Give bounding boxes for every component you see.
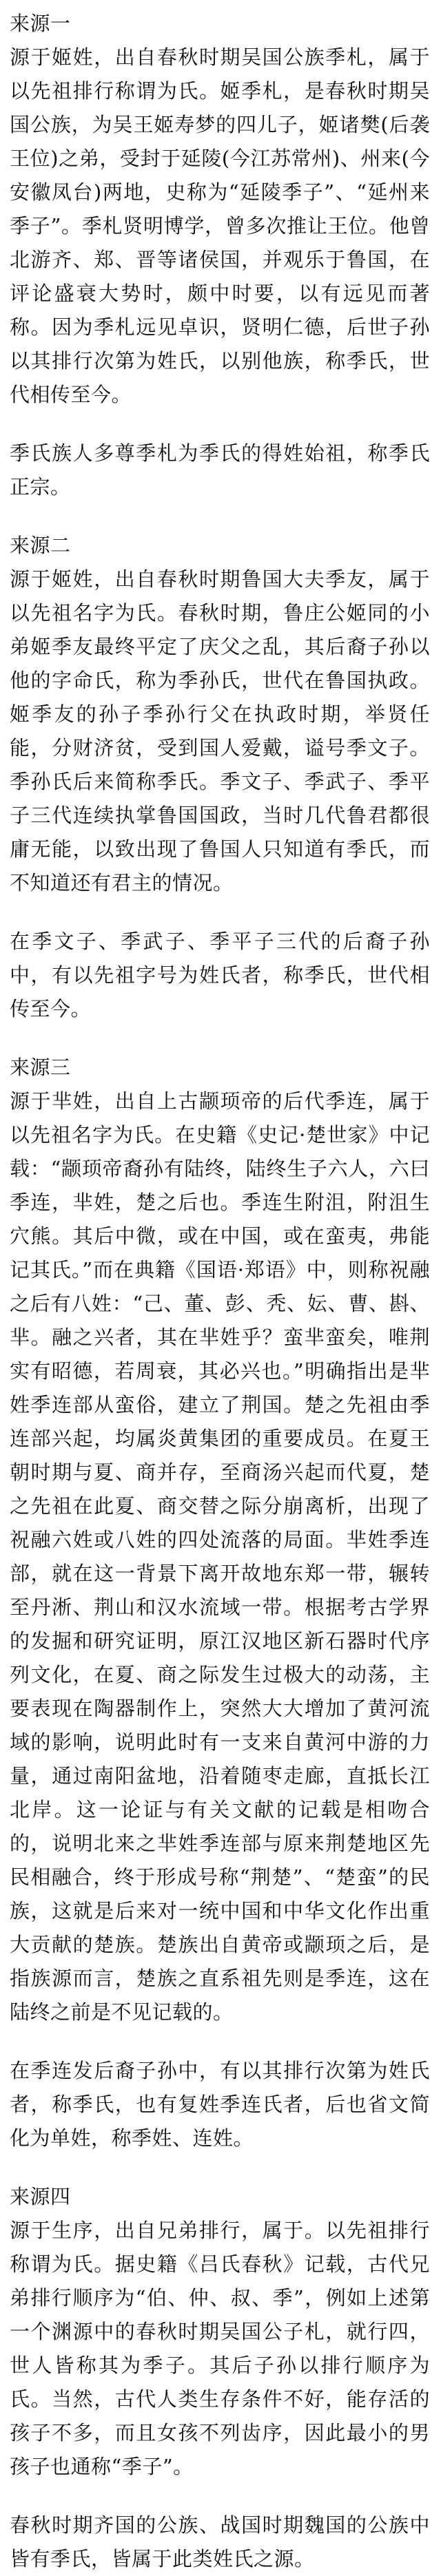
section-title: 来源二 <box>10 534 71 557</box>
section-title: 来源四 <box>10 2185 71 2208</box>
section-title: 来源三 <box>10 1056 71 1079</box>
origin-section-2 <box>10 529 430 1026</box>
section-paragraph: 季氏族人多尊季札为季氏的得姓始祖，称季氏正宗。 <box>10 441 430 499</box>
section-title: 来源一 <box>10 12 71 35</box>
section-paragraph: 在季文子、季武子、季平子三代的后裔子孙中，有以先祖字号为姓氏者，称季氏，世代相传至今。 <box>10 930 430 1020</box>
origin-section-1 <box>10 7 430 504</box>
section-paragraph: 源于生序，出自兄弟排行，属于。以先祖排行称谓为氏。据史籍《吕氏春秋》记载，古代兄弟排行顺序为“伯、仲、叔、季”，例如上述第一个渊源中的春秋时期吴国公子札，就行四，世人皆称其为季子。其后子孙以排行顺序为氏。当然，古代人类生存条件不好，能存活的孩子不多，而且女孩不列齿序，因此最小的男孩子也通称“季子”。 <box>10 2219 430 2478</box>
section-paragraph: 源于芈姓，出自上古颛顼帝的后代季连，属于以先祖名字为氏。在史籍《史记·楚世家》中记载：“颛顼帝裔孙有陆终，陆终生子六人，六曰季连，芈姓，楚之后也。季连生附沮，附沮生穴熊。其后中微，或在中国，或在蛮夷，弗能记其氏。”而在典籍《国语·郑语》中，则称祝融之后有八姓：“己、董、彭、秃、妘、曹、斟、芈。融之兴者，其在芈姓乎？蛮芈蛮矣，唯荆实有昭德，若周衰，其必兴也。”明确指出是芈姓季连部从蛮俗，建立了荆国。楚之先祖由季连部兴起，均属炎黄集团的重要成员。在夏王朝时期与夏、商并存，至商汤兴起而代夏，楚之先祖在此夏、商交替之际分崩离析，出现了祝融六姓或八姓的四处流落的局面。芈姓季连部，就在这一背景下离开故地东郑一带，辗转至丹淅、荆山和汉水流域一带。根据考古学界的发掘和研究证明，原江汉地区新石器时代序列文化，在夏、商之际发生过极大的动荡，主要表现在陶器制作上，突然大大增加了黄河流域的影响，说明此时有一支来自黄河中游的力量，通过南阳盆地，沿着随枣走廊，直抵长江北岸。这一论证与有关文献的记载是相吻合的，说明北来之芈姓季连部与原来荆楚地区先民相融合，终于形成号称“荆楚”、“楚蛮”的民族，这就是后来对一统中国和中华文化作出重大贡献的楚族。楚族出自黄帝或颛顼之后，是指族源而言，楚族之直系祖先则是季连，这在陆终之前是不见记载的。 <box>10 1089 430 2024</box>
section-paragraph: 源于姬姓，出自春秋时期吴国公族季札，属于以先祖排行称谓为氏。姬季札，是春秋时期吴国公族，为吴王姬寿梦的四儿子，姬诸樊(后袭王位)之弟，受封于延陵(今江苏常州)、州来(今安徽凤台)两地，史称为“延陵季子”、“延州来季子”。季札贤明博学，曾多次推让王位。他曾北游齐、郑、晋等诸侯国，并观乐于鲁国，在评论盛衰大势时，颇中时要，以有远见而著称。因为季札远见卓识，贤明仁德，后世子孙以其排行次第为姓氏，以别他族，称季氏，世代相传至今。 <box>10 45 430 406</box>
origin-section-3 <box>10 1051 430 2155</box>
origin-section-4 <box>10 2180 430 2576</box>
section-paragraph: 在季连发后裔子孙中，有以其排行次第为姓氏者，称季氏，也有复姓季连氏者，后也省文简化为单姓，称季姓、连姓。 <box>10 2059 430 2150</box>
section-paragraph: 源于姬姓，出自春秋时期鲁国大夫季友，属于以先祖名字为氏。春秋时期，鲁庄公姬同的小弟姬季友最终平定了庆父之乱，其后裔子孙以他的字命氏，称为季孙氏，世代在鲁国执政。姬季友的孙子季孙行父在执政时期，举贤任能，分财济贫，受到国人爱戴，谥号季文子。季孙氏后来简称季氏。季文子、季武子、季平子三代连续执掌鲁国国政，当时几代鲁君都很庸无能，以致出现了鲁国人只知道有季氏，而不知道还有君主的情况。 <box>10 567 430 894</box>
section-paragraph: 春秋时期齐国的公族、战国时期魏国的公族中皆有季氏，皆属于此类姓氏之源。 <box>10 2513 430 2570</box>
